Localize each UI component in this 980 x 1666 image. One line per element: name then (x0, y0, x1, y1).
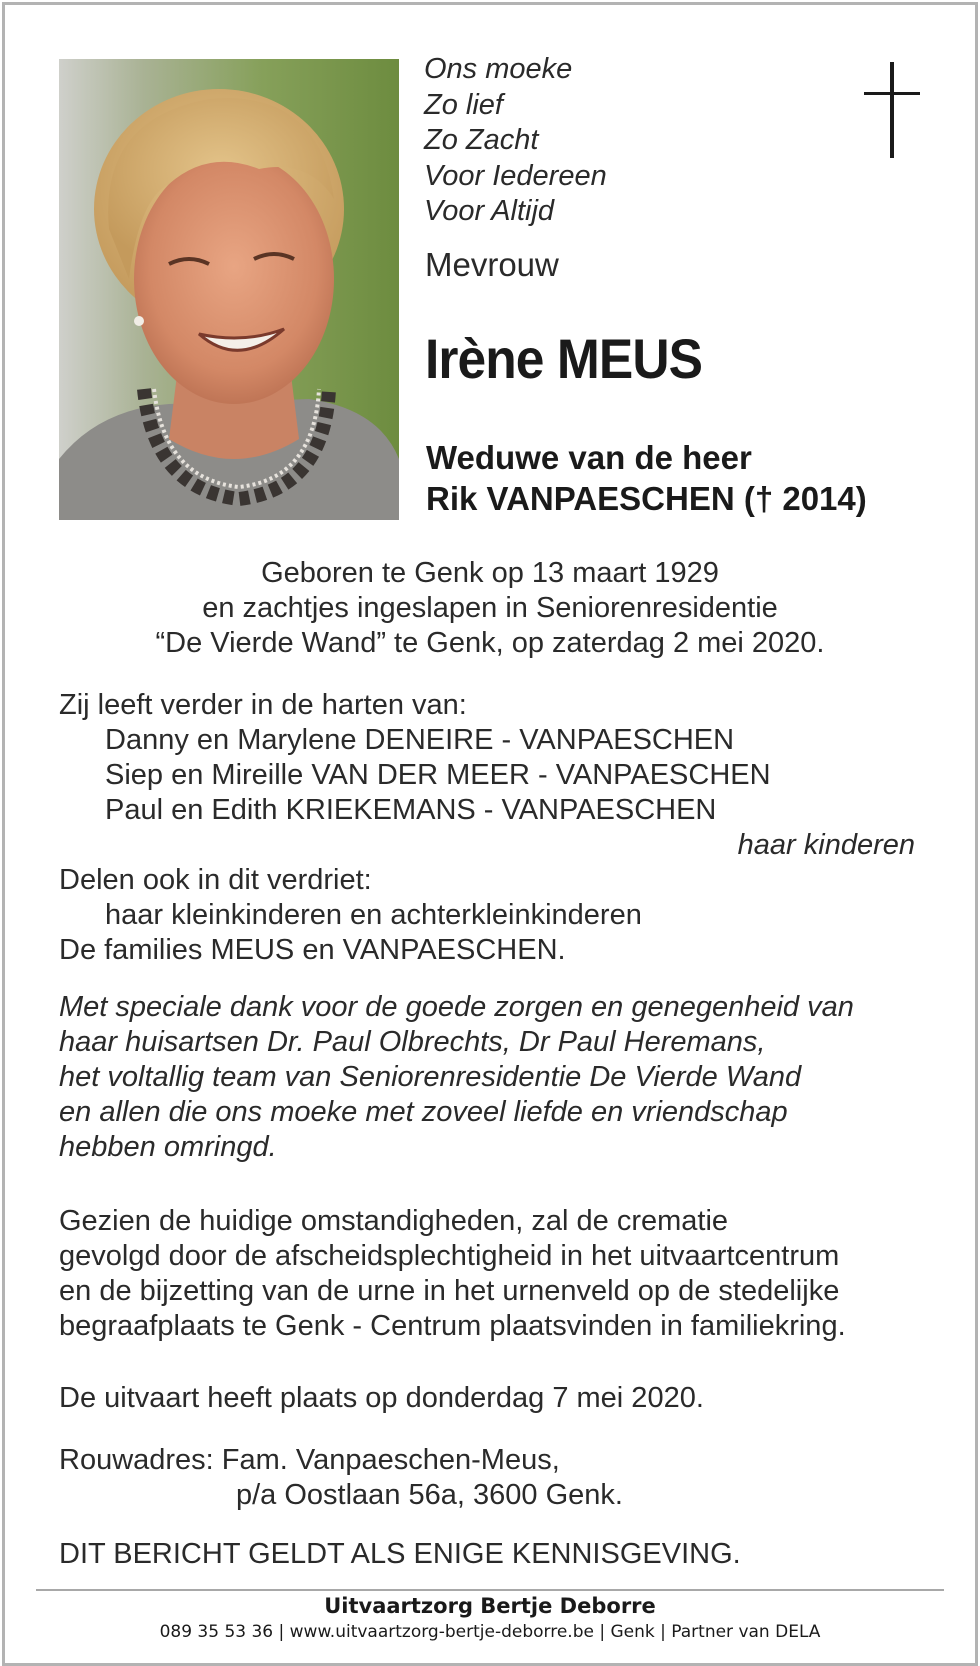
portrait-photo (59, 59, 399, 520)
birth-line: Geboren te Genk op 13 maart 1929 (261, 557, 719, 589)
funeral-date: De uitvaart heeft plaats op donderdag 7 mei 2020. (59, 1382, 704, 1414)
widow-of (426, 437, 867, 519)
thanks-line: hebben omringd. (59, 1131, 277, 1163)
cremation-section (59, 1204, 919, 1344)
poem-line: Zo Zacht (424, 124, 539, 156)
footer-divider (36, 1589, 944, 1591)
mourning-address (59, 1443, 919, 1513)
spouse-name: Rik VANPAESCHEN († 2014) (426, 480, 867, 517)
cremation-line: Gezien de huidige omstandigheden, zal de crematie (59, 1205, 729, 1237)
thanks-line: Met speciale dank voor de goede zorgen en genegenheid van (59, 991, 854, 1023)
cremation-line: begraafplaats te Genk - Centrum plaatsvinden in familiekring. (59, 1310, 846, 1342)
notice-line: DIT BERICHT GELDT ALS ENIGE KENNISGEVING. (59, 1538, 741, 1570)
grandchildren-line: haar kleinkinderen en achterkleinkinderen (105, 899, 642, 931)
share-intro: Delen ook in dit verdriet: (59, 864, 372, 896)
address-line: p/a Oostlaan 56a, 3600 Genk. (236, 1479, 623, 1511)
poem-line: Ons moeke (424, 53, 573, 85)
survivors-intro: Zij leeft verder in de harten van: (59, 689, 467, 721)
poem-line: Voor Altijd (424, 195, 555, 227)
deceased-name: Irène MEUS (425, 327, 703, 390)
children-label: haar kinderen (737, 829, 915, 861)
poem-line: Zo lief (424, 88, 503, 121)
funeral-home-details: 089 35 53 36 | www.uitvaartzorg-bertje-deborre.be | Genk | Partner van DELA (159, 1622, 821, 1642)
address-line: Rouwadres: Fam. Vanpaeschen-Meus, (59, 1444, 560, 1476)
survivors-section (59, 688, 919, 968)
latin-cross-icon (864, 62, 920, 158)
cremation-line: en de bijzetting van de urne in het urnenveld op de stedelijke (59, 1275, 840, 1307)
funeral-home-name: Uitvaartzorg Bertje Deborre (324, 1594, 656, 1618)
thanks-section (59, 990, 919, 1165)
passing-line: en zachtjes ingeslapen in Seniorenresidentie (202, 592, 778, 624)
poem (424, 52, 607, 230)
families-line: De families MEUS en VANPAESCHEN. (59, 934, 566, 966)
child-line: Paul en Edith KRIEKEMANS - VANPAESCHEN (105, 794, 717, 826)
passing-place-line: “De Vierde Wand” te Genk, op zaterdag 2 mei 2020. (155, 627, 825, 659)
widow-line: Weduwe van de heer (426, 439, 752, 476)
child-line: Siep en Mireille VAN DER MEER - VANPAESCHEN (105, 759, 771, 791)
birth-death-details (0, 556, 980, 661)
thanks-line: en allen die ons moeke met zoveel liefde en vriendschap (59, 1096, 788, 1128)
child-line: Danny en Marylene DENEIRE - VANPAESCHEN (105, 724, 735, 756)
cremation-line: gevolgd door de afscheidsplechtigheid in het uitvaartcentrum (59, 1240, 840, 1272)
thanks-line: haar huisartsen Dr. Paul Olbrechts, Dr Paul Heremans, (59, 1026, 766, 1058)
thanks-line: het voltallig team van Seniorenresidentie De Vierde Wand (59, 1061, 802, 1093)
poem-line: Voor Iedereen (424, 159, 607, 192)
honorific: Mevrouw (425, 246, 559, 283)
